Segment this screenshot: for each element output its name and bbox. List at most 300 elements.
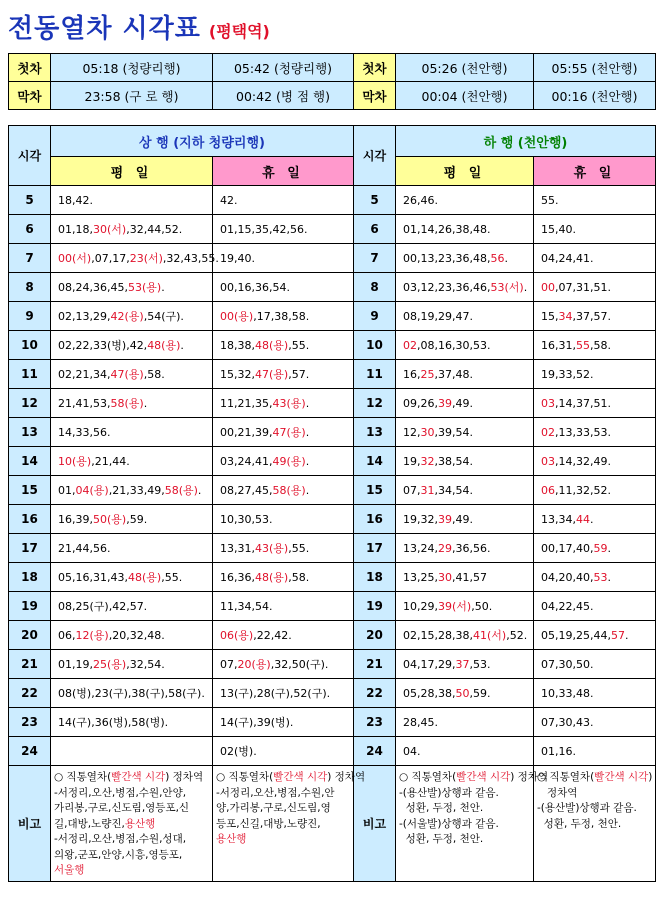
remark-line [54, 770, 210, 786]
down-weekday-times [396, 505, 534, 534]
down-holiday-times [534, 418, 656, 447]
up-holiday-times [213, 534, 354, 563]
table-row [9, 244, 656, 273]
time-text: 10,29, [403, 600, 438, 613]
up-holiday-times [213, 418, 354, 447]
down-weekday-times [396, 563, 534, 592]
time-text: -(서울발)상행과 같음. [399, 817, 499, 830]
time-text: . [143, 397, 148, 410]
time-text: 11,21,35, [220, 397, 273, 410]
time-text: 04,24,41. [541, 251, 594, 265]
time-text: 15, [541, 309, 559, 323]
time-text: 양,가리봉,구로,신도림,영 [216, 802, 331, 814]
time-text: ,58. [590, 338, 611, 352]
up-weekday-times [51, 447, 213, 476]
down-holiday-remarks [534, 766, 656, 882]
express-time: 빨간색 시각 [594, 771, 649, 783]
hour-header-up: 시각 [9, 126, 51, 186]
time-text: -서정리,오산,병점,수원,안 [216, 786, 335, 799]
express-time: 04(용) [75, 484, 109, 497]
time-text: 21,44,56. [58, 541, 111, 555]
time-text: 08,27,45, [220, 484, 273, 497]
hour-header-down: 시각 [354, 126, 396, 186]
express-time: 43(용) [255, 542, 289, 555]
hour-cell-up: 7 [9, 244, 51, 273]
up-weekday-times [51, 273, 213, 302]
down-weekday-times [396, 186, 534, 215]
up-holiday-times [213, 708, 354, 737]
table-row [9, 534, 656, 563]
time-text: 18,42. [58, 193, 93, 207]
time-text: 05,19,25,44, [541, 628, 611, 642]
time-text: 길,대방,노량진, [54, 817, 125, 830]
time-text: 성환, 두정, 천안. [399, 833, 484, 845]
time-text: 26,46. [403, 193, 438, 207]
express-time: 48(용) [127, 571, 162, 584]
express-time: 39(서) [438, 600, 472, 613]
up-holiday-times [213, 186, 354, 215]
up-weekday-remarks [51, 766, 213, 882]
time-text: ,22,42. [253, 629, 292, 642]
hour-cell-down: 20 [354, 621, 396, 650]
up-weekday-times [51, 476, 213, 505]
remarks-label-up: 비고 [9, 766, 51, 882]
down-weekday-times [396, 447, 534, 476]
down-first-holiday: 05:55 (천안행) [534, 54, 656, 82]
time-text: 13,34, [541, 512, 576, 526]
day-type-header-row [9, 157, 656, 186]
up-weekday-times [51, 302, 213, 331]
up-weekday-times [51, 331, 213, 360]
time-text: ) [648, 771, 653, 783]
time-text: ,07,31,51. [555, 280, 611, 294]
hour-cell-up: 13 [9, 418, 51, 447]
down-first-weekday: 05:26 (천안행) [396, 54, 534, 82]
table-row [9, 737, 656, 766]
hour-cell-down: 10 [354, 331, 396, 360]
time-text: ,14,37,51. [555, 396, 611, 410]
time-text: ,21,44. [91, 455, 130, 468]
time-text: 16,39, [58, 513, 93, 526]
express-time: 빨간색 시각 [273, 771, 328, 783]
hour-cell-up: 9 [9, 302, 51, 331]
express-time: 32 [420, 454, 435, 468]
time-text: 05,28,38, [403, 686, 456, 700]
time-text: ,41,57 [452, 570, 487, 584]
table-row [9, 186, 656, 215]
down-weekday-times [396, 215, 534, 244]
up-holiday-times [213, 621, 354, 650]
express-time: 59 [593, 541, 608, 555]
time-text: 16,31, [541, 338, 576, 352]
up-weekday-times [51, 563, 213, 592]
up-first-weekday: 05:18 (청량리행) [51, 54, 213, 82]
up-holiday-times [213, 592, 354, 621]
time-text: . [624, 628, 629, 642]
time-text: ,32,43,55. [162, 252, 219, 265]
down-weekday-times [396, 360, 534, 389]
express-time: 43(용) [272, 397, 306, 410]
up-holiday-times [213, 737, 354, 766]
time-text: 01,18, [58, 223, 93, 236]
time-text: ,55. [288, 542, 310, 555]
up-holiday-times [213, 331, 354, 360]
last-train-label-up: 막차 [9, 82, 51, 110]
title-station: (평택역) [208, 22, 270, 41]
down-weekday-remarks [396, 766, 549, 882]
express-time: 58(용) [164, 484, 198, 497]
remark-line [399, 801, 531, 817]
up-weekday-times [51, 389, 213, 418]
time-text: ○ 직통열차( [216, 771, 274, 783]
time-text: . [590, 512, 594, 526]
express-time: 00 [541, 280, 555, 294]
up-weekday-header: 평 일 [51, 157, 213, 186]
time-text: 03,12,23,36,46, [403, 281, 491, 294]
time-text: 19,40. [220, 251, 255, 265]
time-text: 04,20,40, [541, 570, 594, 584]
time-text: 13,31, [220, 542, 255, 555]
down-holiday-times [534, 360, 656, 389]
time-text: ) 정차역 [165, 771, 204, 783]
time-text: ,58. [288, 571, 310, 584]
time-text: 08,24,36,45, [58, 281, 128, 294]
hour-cell-down: 24 [354, 737, 396, 766]
table-row [9, 331, 656, 360]
up-holiday-times [213, 650, 354, 679]
time-text: 02,21,34, [58, 368, 111, 381]
express-time: 25(용) [93, 658, 127, 671]
down-weekday-times [396, 737, 534, 766]
express-time: 50 [455, 686, 470, 700]
express-time: 용산행 [216, 833, 247, 845]
hour-cell-down: 7 [354, 244, 396, 273]
down-holiday-times [534, 505, 656, 534]
express-time: 10(용) [58, 455, 92, 468]
time-text: 08,25(구),42,57. [58, 600, 148, 613]
first-train-label-down: 첫차 [354, 54, 396, 82]
time-text: 00,13,23,36,48, [403, 251, 491, 265]
up-direction-header: 상 행 (지하 청량리행) [51, 126, 354, 157]
remark-line [54, 863, 210, 879]
up-weekday-times [51, 679, 213, 708]
express-time: 02 [403, 338, 417, 352]
hour-cell-up: 22 [9, 679, 51, 708]
time-text: 13,24, [403, 541, 438, 555]
time-text: -서정리,오산,병점,수원,안양, [54, 786, 187, 799]
express-time: 03 [541, 454, 555, 468]
up-first-holiday: 05:42 (청량리행) [213, 54, 354, 82]
down-weekday-header: 평 일 [396, 157, 534, 186]
table-row [9, 708, 656, 737]
time-text: 의왕,군포,안양,시흥,영등포, [54, 848, 183, 861]
time-text: 08,19,29,47. [403, 309, 473, 323]
up-holiday-times [213, 505, 354, 534]
table-row [9, 563, 656, 592]
hour-cell-up: 24 [9, 737, 51, 766]
time-text: . [197, 484, 202, 497]
time-text: ,32,50(구). [270, 658, 329, 671]
express-time: 47(용) [255, 368, 289, 381]
hour-cell-up: 12 [9, 389, 51, 418]
hour-cell-up: 16 [9, 505, 51, 534]
time-text: . [305, 455, 310, 468]
down-direction-header: 하 행 (천안행) [396, 126, 656, 157]
time-text: ,50. [471, 600, 493, 613]
up-holiday-times [213, 215, 354, 244]
time-text: 42. [220, 193, 238, 207]
express-time: 56 [490, 251, 505, 265]
time-text: ,32,54. [126, 658, 165, 671]
express-time: 58(용) [272, 484, 306, 497]
time-text: 19, [403, 454, 421, 468]
time-text: ,32,44,52. [126, 223, 183, 236]
time-text: 11,34,54. [220, 599, 273, 613]
time-text: 가리봉,구로,신도림,영등포,신 [54, 802, 190, 814]
hour-cell-down: 17 [354, 534, 396, 563]
hour-cell-down: 13 [354, 418, 396, 447]
remark-line [216, 801, 351, 817]
table-row [9, 302, 656, 331]
time-text: 03,24,41, [220, 455, 273, 468]
express-time: 00(용) [220, 310, 254, 323]
time-text: 10,30,53. [220, 512, 273, 526]
first-train-label-up: 첫차 [9, 54, 51, 82]
up-last-weekday: 23:58 (구 로 행) [51, 82, 213, 110]
hour-cell-down: 21 [354, 650, 396, 679]
hour-cell-up: 21 [9, 650, 51, 679]
remark-line [216, 786, 351, 802]
table-row [9, 273, 656, 302]
express-time: 20(용) [237, 658, 271, 671]
down-holiday-times [534, 215, 656, 244]
down-holiday-times [534, 244, 656, 273]
time-text: 07, [403, 483, 421, 497]
time-text: 01,14,26,38,48. [403, 222, 491, 236]
express-time: 30 [438, 570, 452, 584]
hour-cell-down: 8 [354, 273, 396, 302]
table-row [9, 476, 656, 505]
remark-line [399, 770, 549, 786]
up-holiday-times [213, 389, 354, 418]
time-text: 04. [403, 744, 421, 758]
down-weekday-times [396, 273, 534, 302]
time-text: 07,30,43. [541, 715, 594, 729]
remark-line [54, 786, 210, 802]
express-time: 34 [558, 309, 573, 323]
up-weekday-times [51, 621, 213, 650]
express-time: 57 [610, 628, 625, 642]
time-text: 02,15,28,38, [403, 629, 473, 642]
down-holiday-times [534, 737, 656, 766]
up-weekday-times [51, 215, 213, 244]
time-text: ,39,54. [434, 425, 473, 439]
time-text: 05,16,31,43, [58, 571, 128, 584]
time-text: 15,32, [220, 368, 255, 381]
time-text: . [305, 484, 310, 497]
hour-cell-up: 18 [9, 563, 51, 592]
hour-cell-up: 19 [9, 592, 51, 621]
up-holiday-times [213, 360, 354, 389]
down-holiday-times [534, 621, 656, 650]
time-text: 10,33,48. [541, 686, 594, 700]
express-time: 00(서) [58, 252, 92, 265]
express-time: 50(용) [93, 513, 127, 526]
table-row [9, 679, 656, 708]
time-text: ,36,56. [452, 541, 491, 555]
express-time: 48(용) [255, 571, 289, 584]
title-main: 전동열차 시각표 [8, 14, 201, 44]
remark-line [216, 817, 351, 833]
time-text: ,37,57. [572, 309, 611, 323]
direction-header-row [9, 126, 656, 157]
table-row [9, 418, 656, 447]
express-time: 37 [455, 657, 470, 671]
down-holiday-times [534, 447, 656, 476]
express-time: 29 [438, 541, 452, 555]
time-text: 14,33,56. [58, 425, 111, 439]
time-text: ,59. [126, 513, 148, 526]
up-weekday-times [51, 186, 213, 215]
first-train-row [9, 54, 656, 82]
time-text: ○ 직통열차( [399, 771, 457, 783]
down-weekday-times [396, 389, 534, 418]
time-text: . [607, 570, 611, 584]
time-text: ,55. [288, 339, 310, 352]
down-weekday-times [396, 476, 534, 505]
table-row [9, 592, 656, 621]
time-text: 09,26, [403, 396, 438, 410]
express-time: 23(서) [129, 252, 163, 265]
hour-cell-up: 6 [9, 215, 51, 244]
time-text: 00,17,40, [541, 541, 594, 555]
down-weekday-times [396, 302, 534, 331]
down-holiday-times [534, 563, 656, 592]
up-holiday-times [213, 273, 354, 302]
express-time: 02 [541, 425, 555, 439]
time-text: 02,13,29, [58, 310, 111, 323]
hour-cell-down: 23 [354, 708, 396, 737]
page-title [8, 8, 270, 42]
time-text: . [180, 339, 184, 352]
up-weekday-times [51, 244, 219, 273]
time-text: ,37,48. [434, 367, 473, 381]
remark-line [216, 832, 351, 848]
time-text: 08(병),23(구),38(구),58(구). [58, 687, 205, 700]
express-time: 06(용) [220, 629, 254, 642]
express-time: 53(용) [127, 281, 162, 294]
table-row [9, 360, 656, 389]
time-text: 00,16,36,54. [220, 280, 290, 294]
time-text: 15,40. [541, 222, 576, 236]
time-text: 13,25, [403, 570, 438, 584]
up-weekday-times [51, 592, 213, 621]
time-text: ○ 직통열차( [537, 771, 595, 783]
up-holiday-times [213, 563, 354, 592]
time-text: ,38,54. [434, 454, 473, 468]
time-text: 19,32, [403, 512, 438, 526]
hour-cell-up: 11 [9, 360, 51, 389]
time-text: ,21,33,49, [108, 484, 165, 497]
time-text: 04,17,29, [403, 657, 456, 671]
time-text: -서정리,오산,병점,수원,성대, [54, 833, 187, 845]
table-row [9, 447, 656, 476]
express-time: 25 [420, 367, 435, 381]
down-weekday-times [396, 244, 534, 273]
remark-line [537, 817, 653, 833]
express-time: 55 [576, 338, 590, 352]
up-weekday-times [51, 737, 213, 766]
time-text: 02(병). [220, 745, 257, 758]
hour-cell-down: 18 [354, 563, 396, 592]
first-last-train-table [8, 53, 656, 110]
down-last-weekday: 00:04 (천안행) [396, 82, 534, 110]
hour-cell-up: 23 [9, 708, 51, 737]
express-time: 31 [420, 483, 435, 497]
time-text: ,20,32,48. [108, 629, 165, 642]
time-text: 성환, 두정, 천안. [537, 817, 622, 830]
down-holiday-times [534, 534, 656, 563]
remark-line [399, 832, 531, 848]
hour-cell-down: 22 [354, 679, 396, 708]
time-text: 28,45. [403, 715, 438, 729]
table-row [9, 389, 656, 418]
down-weekday-times [396, 534, 534, 563]
time-text: 18,38, [220, 339, 255, 352]
up-weekday-times [51, 650, 213, 679]
hour-cell-up: 8 [9, 273, 51, 302]
express-time: 서울행 [54, 864, 85, 876]
time-text: ,17,38,58. [253, 310, 310, 323]
time-text: ,08,16,30,53. [417, 338, 491, 352]
table-row [9, 650, 656, 679]
up-holiday-times [213, 447, 354, 476]
time-text: 14(구),36(병),58(병). [58, 716, 169, 729]
down-weekday-times [396, 418, 534, 447]
hour-cell-down: 6 [354, 215, 396, 244]
timetable [8, 125, 656, 882]
down-holiday-times [534, 186, 656, 215]
time-text: . [161, 281, 165, 294]
express-time: 30(서) [93, 223, 127, 236]
down-holiday-times [534, 679, 656, 708]
up-holiday-times [213, 302, 354, 331]
express-time: 53(서) [490, 281, 524, 294]
time-text: 07,30,50. [541, 657, 594, 671]
remarks-row [9, 766, 656, 882]
time-text: 01,15,35,42,56. [220, 222, 308, 236]
express-time: 47(용) [272, 426, 306, 439]
remark-line [216, 770, 366, 786]
last-train-row [9, 82, 656, 110]
down-holiday-times [534, 273, 656, 302]
time-text: 07, [220, 658, 238, 671]
time-text: 16,36, [220, 571, 255, 584]
time-text: 14(구),39(병). [220, 716, 294, 729]
up-weekday-times [51, 505, 213, 534]
up-holiday-times [213, 476, 354, 505]
hour-cell-down: 19 [354, 592, 396, 621]
time-text: 등포,신길,대방,노량진, [216, 817, 321, 830]
express-time: 53 [593, 570, 608, 584]
time-text: ,57. [288, 368, 310, 381]
remarks-label-down: 비고 [354, 766, 396, 882]
time-text: 13(구),28(구),52(구). [220, 687, 331, 700]
time-text: . [305, 397, 310, 410]
time-text: ,14,32,49. [555, 454, 611, 468]
express-time: 49(용) [272, 455, 306, 468]
time-text: . [504, 251, 508, 265]
